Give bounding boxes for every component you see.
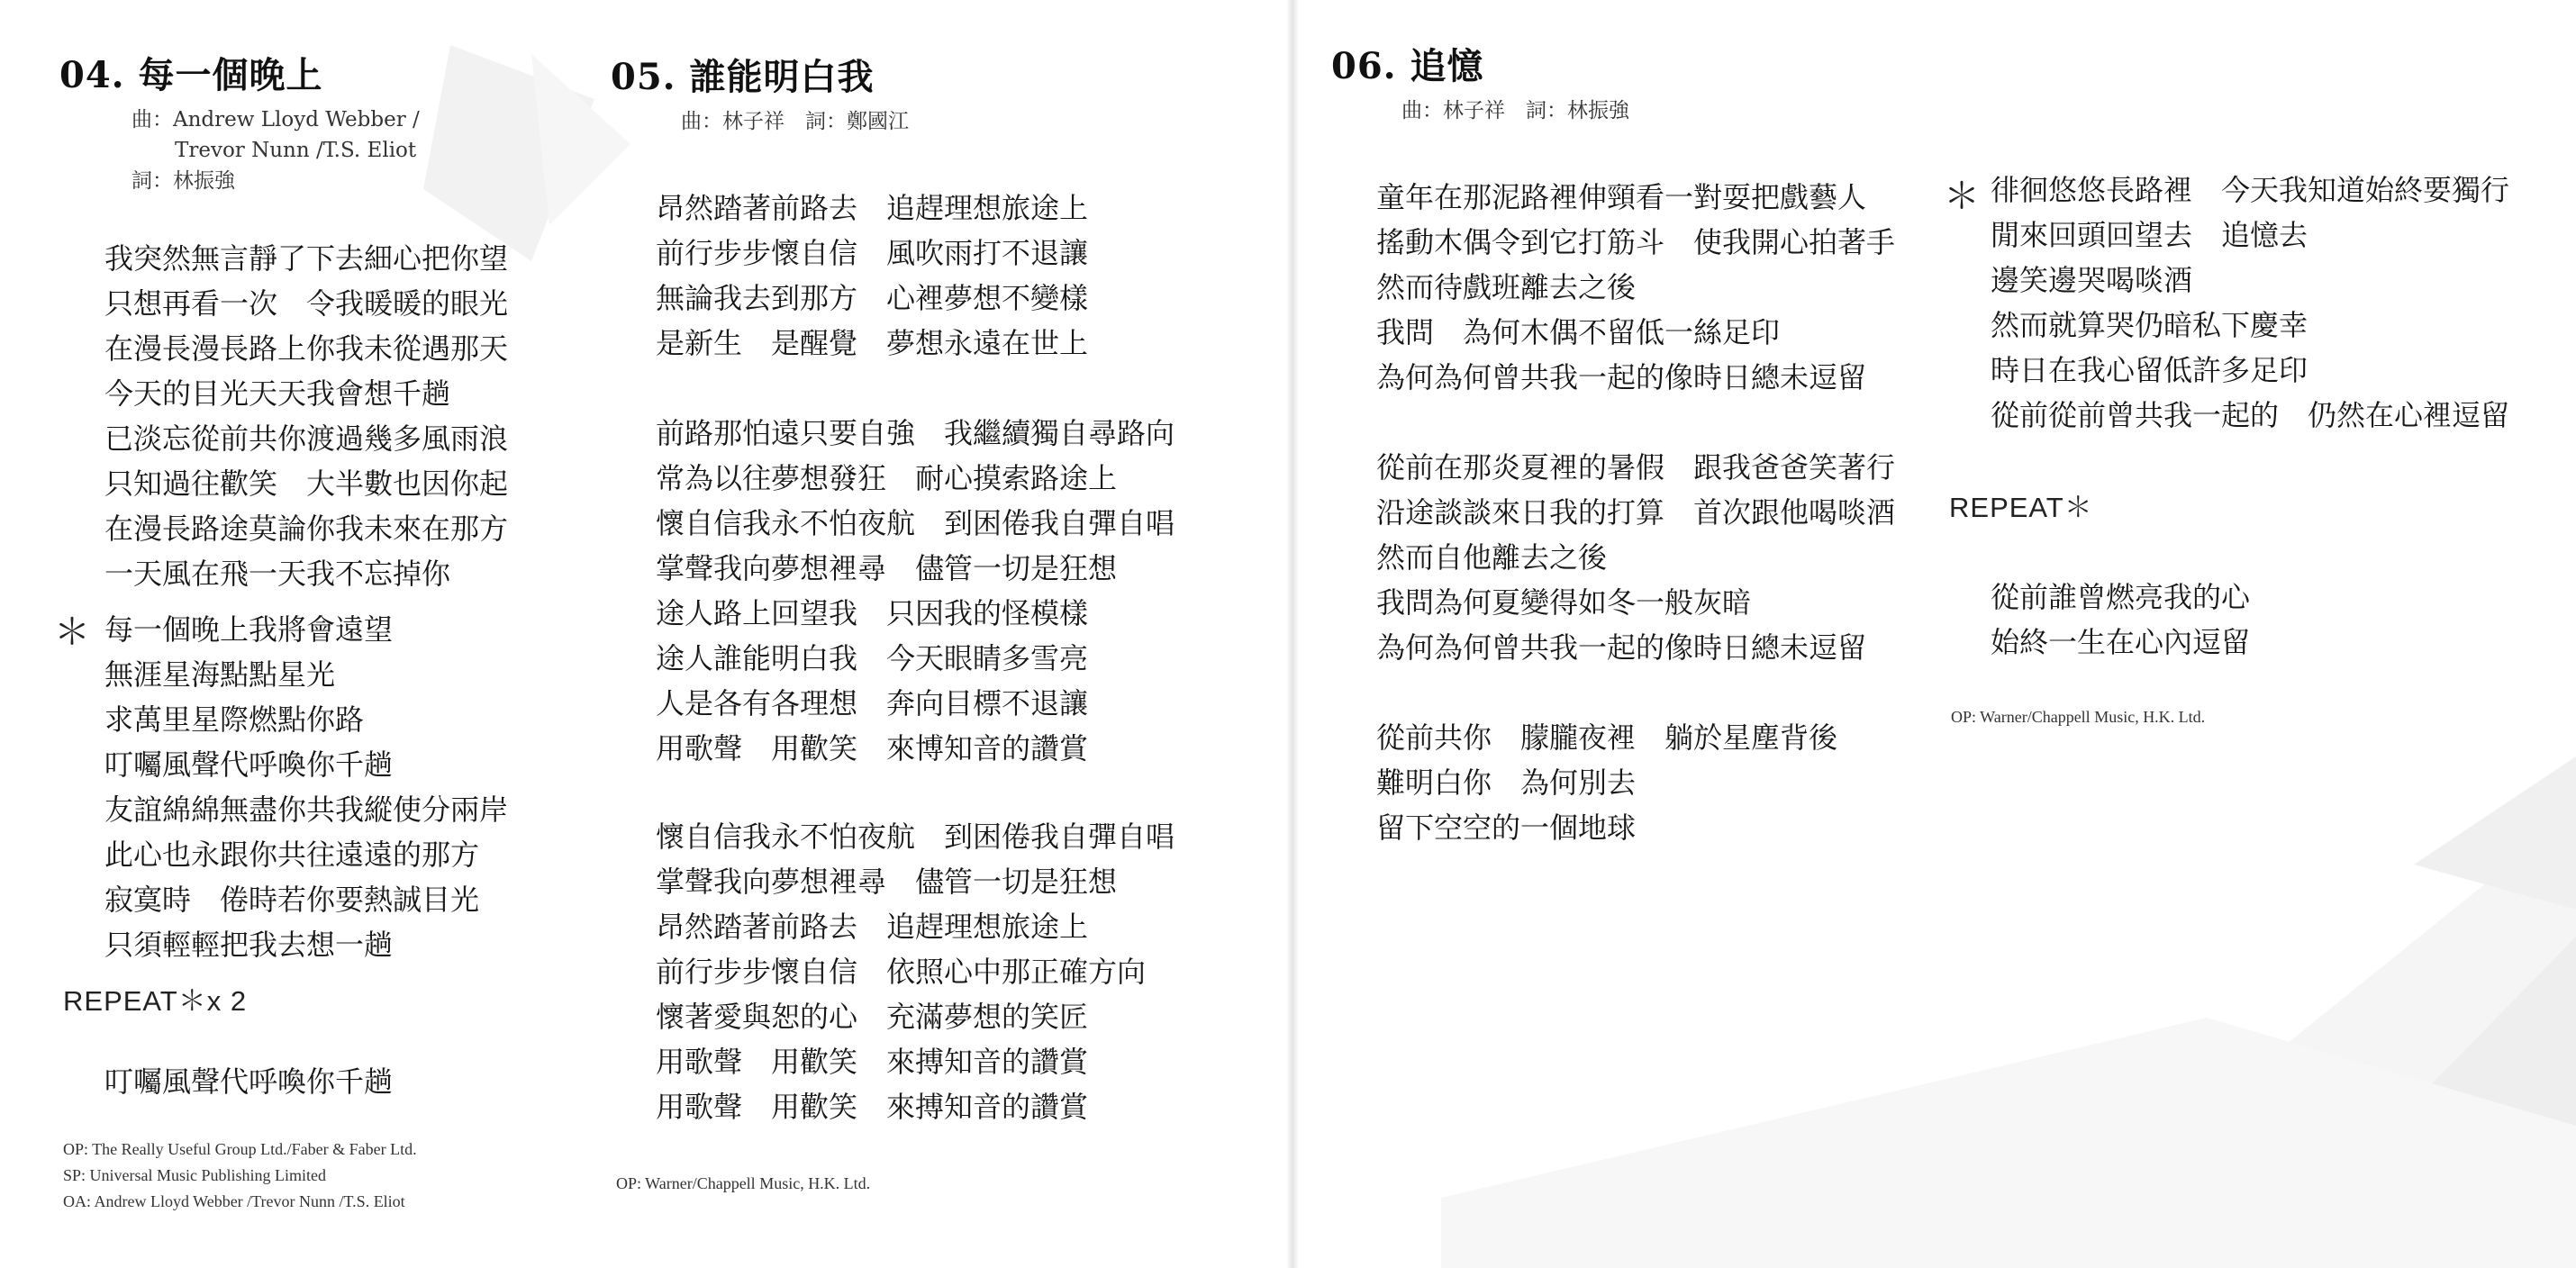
lyric-line: 然而就算哭仍暗私下慶幸 (1991, 308, 2308, 342)
song-credits: 曲：林子祥 詞：鄭國江 (681, 110, 909, 133)
lyrics-chorus (104, 607, 508, 967)
copyright-line: OP: The Really Useful Group Ltd./Faber & Faber Ltd. (63, 1140, 417, 1158)
lyric-line: 為何為何曾共我一起的像時日總未逗留 (1376, 630, 1867, 665)
chorus-star-marker: ＊ (1944, 176, 1980, 217)
lyric-line: 閒來回頭回望去 追憶去 (1991, 218, 2308, 252)
lyric-line: 從前在那炎夏裡的暑假 跟我爸爸笑著行 (1376, 450, 1896, 485)
lyric-line: 前行步步懷自信 風吹雨打不退讓 (656, 236, 1089, 270)
lyric-line: 用歌聲 用歡笑 來搏知音的讚賞 (656, 1090, 1089, 1124)
lyric-line: 懷自信我永不怕夜航 到困倦我自彈自唱 (656, 820, 1175, 854)
lyric-line: 只知過往歡笑 大半數也因你起 (104, 466, 509, 501)
lyrics-stanza-3 (656, 814, 1175, 1129)
repeat-instruction: REPEAT＊x 2 (63, 985, 248, 1017)
credit-line: Trevor Nunn /T.S. Eliot (175, 139, 417, 162)
lyric-line: 前路那怕遠只要自強 我繼續獨自尋路向 (656, 416, 1175, 450)
lyrics-stanza-2 (656, 411, 1175, 771)
lyric-line: 叮囑風聲代呼喚你千趟 (104, 747, 394, 782)
lyric-line: 人是各有各理想 奔向目標不退讓 (656, 686, 1089, 720)
lyric-line: 用歌聲 用歡笑 來博知音的讚賞 (656, 731, 1089, 765)
lyric-line: 然而待戲班離去之後 (1376, 270, 1637, 304)
lyric-line: 今天的目光天天我會想千趟 (104, 376, 451, 411)
lyric-line: 無涯星海點點星光 (104, 657, 336, 692)
lyric-line: 徘徊悠悠長路裡 今天我知道始終要獨行 (1991, 173, 2510, 207)
lyric-line: 我問為何夏變得如冬一般灰暗 (1376, 585, 1752, 620)
lyric-line: 懷自信我永不怕夜航 到困倦我自彈自唱 (656, 506, 1175, 540)
song-credits (132, 104, 420, 196)
credit-line: 曲：Andrew Lloyd Webber / (132, 108, 420, 131)
copyright-line: SP: Universal Music Publishing Limited (63, 1166, 327, 1184)
lyric-line: 前行步步懷自信 依照心中那正確方向 (656, 955, 1147, 989)
credit-line: 詞：林振強 (132, 169, 235, 193)
lyric-line: 只想再看一次 令我暖暖的眼光 (104, 286, 509, 321)
lyric-line: 無論我去到那方 心裡夢想不變樣 (656, 281, 1089, 315)
lyric-line: 掌聲我向夢想裡尋 儘管一切是狂想 (656, 551, 1118, 585)
lyric-line: 常為以往夢想發狂 耐心摸索路途上 (656, 461, 1118, 495)
copyright-line: OP: Warner/Chappell Music, H.K. Ltd. (1951, 708, 2206, 726)
lyric-line: 從前誰曾燃亮我的心 (1991, 580, 2251, 614)
lyric-line: 懷著愛與恕的心 充滿夢想的笑匠 (656, 1000, 1089, 1034)
lyric-line: 我問 為何木偶不留低一絲足印 (1376, 315, 1781, 349)
copyright-notice (1951, 704, 2205, 730)
lyrics-stanza-2 (1376, 445, 1895, 670)
lyric-line: 在漫長路途莫論你我未來在那方 (104, 512, 509, 546)
song-credits: 曲：林子祥 詞：林振強 (1401, 99, 1629, 122)
repeat-instruction: REPEAT＊ (1949, 492, 2093, 523)
lyric-line: 搖動木偶令到它打筋斗 使我開心拍著手 (1376, 225, 1896, 259)
lyric-line: 在漫長漫長路上你我未從遇那天 (104, 331, 509, 366)
lyrics-chorus (1991, 168, 2509, 438)
lyric-line: 友誼綿綿無盡你共我縱使分兩岸 (104, 792, 509, 827)
lyric-line: 途人誰能明白我 今天眼睛多雪亮 (656, 641, 1089, 675)
lyric-line: 然而自他離去之後 (1376, 540, 1608, 575)
lyric-line: 從前共你 朦朧夜裡 躺於星塵背後 (1376, 720, 1838, 755)
lyric-line: 從前從前曾共我一起的 仍然在心裡逗留 (1991, 398, 2510, 432)
lyric-line: 童年在那泥路裡伸頸看一對耍把戲藝人 (1376, 180, 1867, 214)
lyrics-stanza-1 (656, 186, 1088, 366)
song-title: 06. 追憶 (1331, 45, 1484, 87)
chorus-star-marker: ＊ (54, 611, 90, 653)
lyric-line: 始終一生在心內逗留 (1991, 625, 2251, 659)
lyric-line: 求萬里星際燃點你路 (104, 702, 365, 737)
song-title: 04. 每一個晚上 (59, 54, 323, 96)
copyright-notice (616, 1171, 870, 1197)
lyric-line: 掌聲我向夢想裡尋 儘管一切是狂想 (656, 865, 1118, 899)
lyrics-ending (1991, 575, 2250, 665)
lyric-line: 已淡忘從前共你渡過幾多風雨浪 (104, 421, 509, 456)
lyric-line: 每一個晚上我將會遠望 (104, 612, 394, 647)
copyright-notice (63, 1137, 417, 1215)
lyric-line: 只須輕輕把我去想一趟 (104, 928, 394, 962)
song-title: 05. 誰能明白我 (611, 56, 875, 98)
copyright-line: OP: Warner/Chappell Music, H.K. Ltd. (616, 1174, 871, 1192)
lyric-line: 途人路上回望我 只因我的怪模樣 (656, 596, 1089, 630)
lyrics-ending (104, 1059, 393, 1104)
lyric-line: 為何為何曾共我一起的像時日總未逗留 (1376, 360, 1867, 394)
lyric-line: 沿途談談來日我的打算 首次跟他喝啖酒 (1376, 495, 1896, 530)
lyric-line: 時日在我心留低許多足印 (1991, 353, 2308, 387)
lyrics-verse (104, 236, 508, 596)
lyric-line: 昂然踏著前路去 追趕理想旅途上 (656, 910, 1089, 944)
lyrics-stanza-3 (1376, 715, 1837, 850)
lyric-line: 是新生 是醒覺 夢想永遠在世上 (656, 326, 1089, 360)
lyric-line: 難明白你 為何別去 (1376, 765, 1637, 800)
booklet-fold (1287, 0, 1298, 1268)
lyrics-stanza-1 (1376, 175, 1895, 400)
lyric-line: 留下空空的一個地球 (1376, 811, 1637, 845)
lyric-line: 一天風在飛一天我不忘掉你 (104, 557, 451, 591)
copyright-line: OA: Andrew Lloyd Webber /Trevor Nunn /T.S. Eliot (63, 1192, 405, 1210)
lyric-line: 昂然踏著前路去 追趕理想旅途上 (656, 191, 1089, 225)
lyric-line: 寂寞時 倦時若你要熱誠目光 (104, 883, 480, 917)
lyric-line: 邊笑邊哭喝啖酒 (1991, 263, 2193, 297)
lyric-line: 我突然無言靜了下去細心把你望 (104, 241, 509, 276)
lyric-line: 用歌聲 用歡笑 來搏知音的讚賞 (656, 1045, 1089, 1079)
lyric-line: 叮囑風聲代呼喚你千趟 (104, 1064, 394, 1099)
lyric-line: 此心也永跟你共往遠遠的那方 (104, 838, 480, 872)
